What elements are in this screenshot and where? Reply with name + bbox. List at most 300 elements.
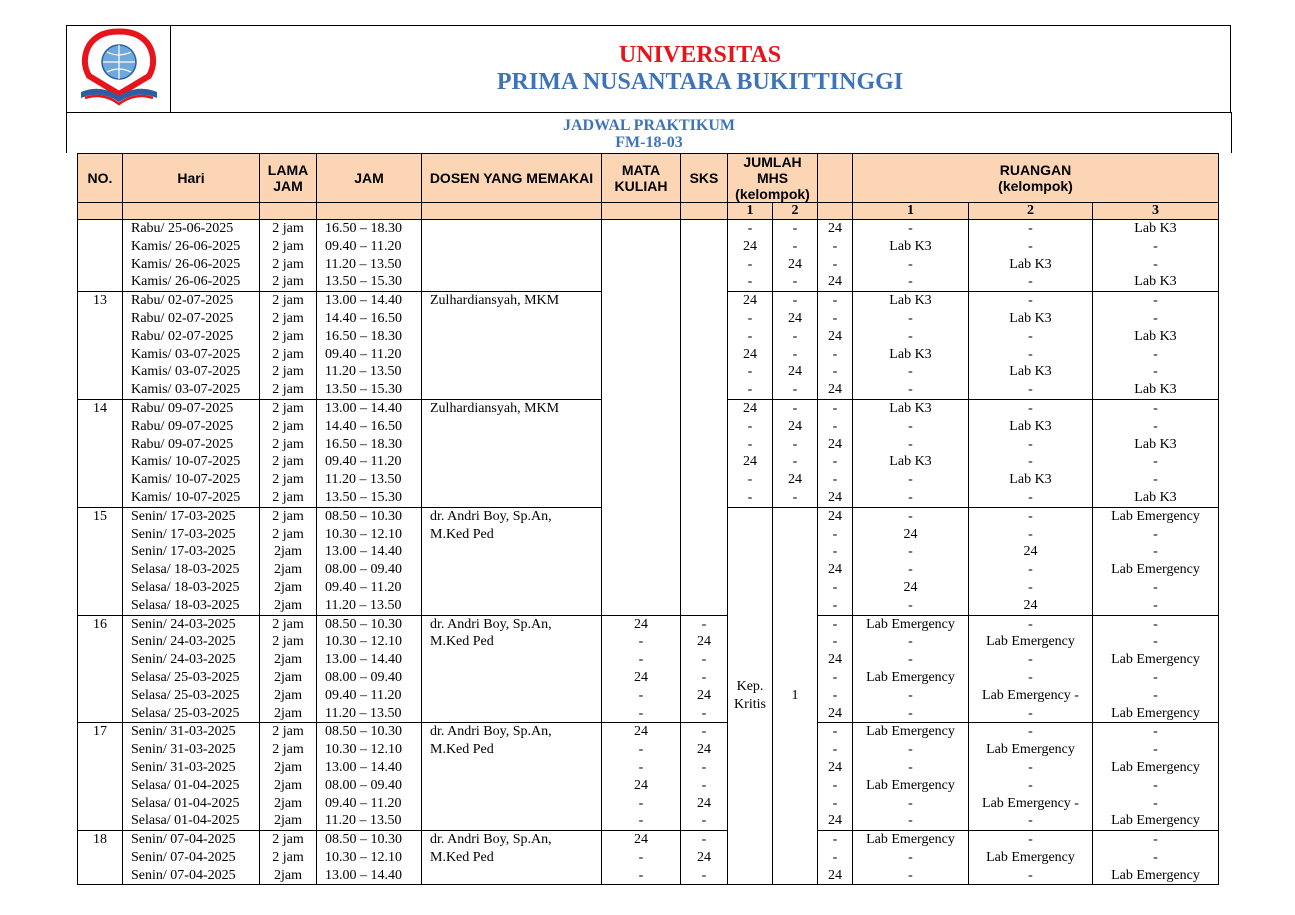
cell-r3: - (1153, 724, 1158, 740)
subheader-ruangan-3: 3 (1093, 203, 1219, 220)
cell-r3: - (1153, 293, 1158, 309)
cell-hari: Rabu/ 02-07-2025 (131, 328, 234, 344)
university-logo-icon (67, 26, 170, 112)
cell-dosen (422, 399, 602, 507)
cell-lama: 2 jam (272, 256, 304, 272)
cell-r3: - (1153, 616, 1158, 632)
cell-r2-group (969, 399, 1093, 507)
cell-lama: 2jam (274, 579, 302, 595)
cell-lama: 2 jam (272, 364, 304, 380)
cell-m2: 24 (697, 687, 711, 703)
cell-r1-group (853, 831, 969, 885)
cell-lama: 2jam (274, 652, 302, 668)
cell-lama-group (260, 723, 317, 831)
cell-m1: - (747, 364, 753, 380)
document-subtitle (66, 112, 1232, 153)
cell-r2: - (1028, 454, 1033, 470)
cell-lama: 2jam (274, 777, 302, 793)
cell-jam: 16.50 – 18.30 (325, 328, 402, 344)
cell-dosen (422, 220, 602, 292)
cell-r1: - (908, 489, 913, 505)
cell-m2: - (701, 616, 707, 632)
cell-hari: Kamis/ 10-07-2025 (131, 454, 241, 470)
cell-m1: - (638, 795, 644, 811)
cell-m1: 24 (634, 724, 648, 740)
cell-m1: - (747, 436, 753, 452)
logo-cell (67, 26, 171, 112)
cell-m2-group (773, 399, 818, 507)
cell-r2: - (1028, 489, 1033, 505)
dosen-name: Zulhardiansyah, MKM (430, 293, 560, 309)
cell-m2: - (792, 382, 798, 398)
cell-lama: 2 jam (272, 508, 304, 524)
cell-jam: 08.50 – 10.30 (325, 616, 402, 632)
cell-jam-group (317, 615, 422, 723)
cell-r2: Lab K3 (1009, 472, 1052, 488)
cell-m1-group (602, 831, 681, 885)
cell-lama: 2 jam (272, 436, 304, 452)
cell-r2: - (1028, 382, 1033, 398)
cell-r1: - (908, 687, 913, 703)
cell-jam: 11.20 – 13.50 (325, 256, 402, 272)
cell-jam: 13.00 – 14.40 (325, 544, 402, 560)
cell-m1: 24 (743, 454, 757, 470)
subheader-blank (422, 203, 602, 220)
cell-m2: 24 (903, 579, 918, 595)
cell-m2-group (773, 292, 818, 400)
cell-lama: 2jam (274, 687, 302, 703)
cell-m2: - (701, 759, 707, 775)
cell-m1: - (747, 489, 753, 505)
cell-lama: 2jam (274, 759, 302, 775)
cell-m2: - (792, 328, 798, 344)
cell-r1: Lab Emergency (866, 669, 955, 685)
cell-m3: 24 (828, 382, 842, 398)
col-dosen: DOSEN YANG MEMAKAI (422, 154, 602, 203)
cell-jam: 13.00 – 14.40 (325, 293, 402, 309)
cell-lama: 2jam (274, 867, 302, 883)
cell-r3-group (1093, 831, 1219, 885)
cell-hari-group (123, 220, 260, 292)
cell-hari: Senin/ 17-03-2025 (131, 526, 236, 542)
cell-hari-group (123, 615, 260, 723)
col-sks: SKS (681, 154, 728, 203)
cell-m2: - (908, 597, 913, 613)
cell-r3: - (1153, 742, 1158, 758)
cell-r3: - (1153, 256, 1158, 272)
cell-m3: 24 (828, 328, 842, 344)
cell-m3: - (832, 364, 838, 380)
cell-m2: - (908, 544, 913, 560)
cell-r1-group (1093, 507, 1219, 615)
cell-m1: - (747, 310, 753, 326)
cell-hari: Senin/ 31-03-2025 (131, 742, 236, 758)
cell-hari: Kamis/ 26-06-2025 (131, 238, 241, 254)
dosen-name: dr. Andri Boy, Sp.An, M.Ked Ped (430, 616, 552, 650)
cell-lama: 2jam (274, 562, 302, 578)
cell-lama: 2jam (274, 669, 302, 685)
dosen-name: dr. Andri Boy, Sp.An, M.Ked Ped (430, 832, 552, 865)
cell-hari: Senin/ 24-03-2025 (131, 634, 236, 650)
cell-m3: - (832, 832, 838, 848)
cell-r2-group (969, 220, 1093, 292)
cell-m3: - (1028, 526, 1033, 542)
cell-r3: - (1153, 849, 1158, 865)
cell-lama: 2 jam (272, 616, 304, 632)
cell-m1: - (638, 652, 644, 668)
cell-m3: - (832, 454, 838, 470)
table-row (78, 723, 1219, 831)
cell-jam: 13.00 – 14.40 (325, 759, 402, 775)
cell-m3: - (832, 418, 838, 434)
table-row (78, 615, 1219, 723)
cell-hari: Selasa/ 01-04-2025 (131, 813, 240, 829)
cell-r3: Lab Emergency (1111, 813, 1200, 829)
cell-m1: - (747, 382, 753, 398)
cell-r1: - (1153, 544, 1158, 560)
cell-m3: 24 (828, 867, 842, 883)
cell-m3: - (832, 687, 838, 703)
cell-lama: 2jam (274, 705, 302, 721)
university-line1: UNIVERSITAS (618, 42, 782, 68)
cell-r1: Lab Emergency (1111, 562, 1200, 578)
cell-no: 17 (78, 723, 123, 831)
cell-m3: 24 (828, 436, 842, 452)
cell-m1-group (728, 220, 773, 292)
col-lama-jam: LAMA JAM (260, 154, 317, 203)
cell-m1: - (638, 687, 644, 703)
cell-hari: Kamis/ 03-07-2025 (131, 364, 241, 380)
cell-jam: 13.00 – 14.40 (325, 400, 402, 416)
cell-dosen (422, 507, 602, 615)
cell-r3-group (1093, 399, 1219, 507)
dosen-name: Zulhardiansyah, MKM (430, 400, 560, 416)
cell-r1: - (908, 310, 913, 326)
subheader-blank (818, 203, 853, 220)
cell-hari-group (123, 292, 260, 400)
cell-r2: Lab Emergency (986, 849, 1075, 865)
cell-hari-group (123, 507, 260, 615)
document-header (66, 25, 1231, 113)
cell-lama: 2 jam (272, 454, 304, 470)
cell-lama: 2 jam (272, 274, 304, 290)
cell-r2-group (969, 723, 1093, 831)
cell-hari: Rabu/ 25-06-2025 (131, 221, 234, 236)
cell-r1: - (908, 652, 913, 668)
cell-lama: 2 jam (272, 724, 304, 740)
cell-jam: 11.20 – 13.50 (325, 813, 402, 829)
cell-lama: 2 jam (272, 400, 304, 416)
cell-m1: 24 (828, 508, 842, 524)
cell-m2: - (701, 652, 707, 668)
schedule-body (78, 220, 1219, 885)
cell-lama-group (260, 615, 317, 723)
cell-lama: 2 jam (272, 221, 304, 236)
cell-r3-group (1093, 723, 1219, 831)
cell-r2-group (969, 831, 1093, 885)
cell-lama: 2jam (274, 813, 302, 829)
cell-r3: Lab Emergency (1111, 867, 1200, 883)
cell-jam: 08.00 – 09.40 (325, 669, 402, 685)
cell-lama: 2 jam (272, 382, 304, 398)
cell-m3-group (969, 507, 1093, 615)
cell-m1: - (747, 221, 753, 236)
cell-jam: 08.00 – 09.40 (325, 562, 402, 578)
sks-value: 1 (791, 688, 799, 704)
cell-r3-group (1093, 615, 1219, 723)
cell-r2: - (1028, 238, 1033, 254)
cell-m2: 24 (903, 526, 918, 542)
subheader-blank (78, 203, 123, 220)
cell-lama-group (260, 831, 317, 885)
col-ruangan: RUANGAN (kelompok) (853, 154, 1219, 203)
cell-m1: - (638, 849, 644, 865)
cell-m3: - (1028, 562, 1033, 578)
cell-r2: Lab K3 (1009, 310, 1052, 326)
cell-r2: Lab Emergency - (982, 795, 1079, 811)
cell-m2: - (701, 669, 707, 685)
cell-m3: - (832, 310, 838, 326)
cell-r1: - (908, 418, 913, 434)
cell-m1-group (728, 399, 773, 507)
cell-hari: Rabu/ 02-07-2025 (131, 293, 234, 309)
cell-r3: - (1153, 777, 1158, 793)
cell-m3: 24 (828, 813, 842, 829)
cell-m2-group (681, 723, 728, 831)
cell-jam-group (317, 723, 422, 831)
cell-r1: Lab Emergency (866, 616, 955, 632)
col-hari: Hari (123, 154, 260, 203)
dosen-name: dr. Andri Boy, Sp.An, M.Ked Ped (430, 724, 552, 758)
cell-hari: Selasa/ 01-04-2025 (131, 777, 240, 793)
cell-r3: Lab Emergency (1111, 705, 1200, 721)
cell-r3: Lab Emergency (1111, 759, 1200, 775)
cell-m2: 24 (788, 256, 802, 272)
cell-lama: 2 jam (272, 634, 304, 650)
cell-hari: Senin/ 31-03-2025 (131, 724, 236, 740)
cell-hari: Selasa/ 25-03-2025 (131, 669, 240, 685)
cell-lama-group (260, 399, 317, 507)
cell-r1: Lab K3 (889, 238, 932, 254)
cell-r3-group (1093, 220, 1219, 292)
cell-m3: - (832, 669, 838, 685)
cell-r2: - (1028, 436, 1033, 452)
cell-sks (773, 507, 818, 885)
cell-hari: Selasa/ 18-03-2025 (131, 562, 240, 578)
cell-r2: - (1028, 724, 1033, 740)
cell-r3: - (1153, 832, 1158, 848)
cell-jam: 09.40 – 11.20 (325, 238, 402, 254)
cell-m2: - (792, 454, 798, 470)
cell-m2-group (773, 220, 818, 292)
cell-r3: - (1153, 687, 1158, 703)
cell-m3: - (832, 795, 838, 811)
cell-hari: Rabu/ 02-07-2025 (131, 310, 234, 326)
cell-lama: 2jam (274, 795, 302, 811)
cell-r1: - (908, 328, 913, 344)
col-jumlah-mhs: JUMLAH MHS (kelompok) (728, 154, 818, 203)
cell-m3: 24 (828, 489, 842, 505)
cell-r1: - (908, 759, 913, 775)
cell-m2: - (701, 832, 707, 848)
col-jam: JAM (317, 154, 422, 203)
cell-r1-group (853, 615, 969, 723)
cell-jam-group (317, 220, 422, 292)
cell-jam: 09.40 – 11.20 (325, 687, 402, 703)
cell-m3: 24 (828, 274, 842, 290)
cell-mata-kuliah (602, 220, 681, 616)
cell-m2: - (701, 867, 707, 883)
cell-m2-group (853, 507, 969, 615)
cell-jam-group (317, 399, 422, 507)
cell-r3: Lab K3 (1134, 489, 1177, 505)
cell-jam: 13.00 – 14.40 (325, 867, 402, 883)
cell-hari: Senin/ 17-03-2025 (131, 544, 236, 560)
cell-r2: - (1028, 867, 1033, 883)
cell-m3: - (1028, 508, 1033, 524)
cell-jam: 10.30 – 12.10 (325, 742, 402, 758)
cell-r1: Lab K3 (889, 400, 932, 416)
cell-m2: 24 (788, 418, 802, 434)
cell-m1: 24 (828, 562, 842, 578)
cell-lama-group (260, 507, 317, 615)
cell-m3-group (818, 615, 853, 723)
cell-m3: 24 (828, 652, 842, 668)
cell-m1: - (832, 579, 838, 595)
cell-r3: Lab K3 (1134, 328, 1177, 344)
cell-lama: 2 jam (272, 526, 304, 542)
cell-jam: 08.00 – 09.40 (325, 777, 402, 793)
cell-r2: - (1028, 813, 1033, 829)
cell-m3: - (832, 346, 838, 362)
cell-r2: - (1028, 777, 1033, 793)
cell-m2: 24 (697, 795, 711, 811)
cell-r3: Lab K3 (1134, 274, 1177, 290)
cell-r1: - (908, 256, 913, 272)
cell-m1-group (728, 292, 773, 400)
cell-r3: - (1153, 346, 1158, 362)
col-blank (818, 154, 853, 203)
cell-jam: 11.20 – 13.50 (325, 705, 402, 721)
cell-lama-group (260, 292, 317, 400)
cell-hari: Kamis/ 10-07-2025 (131, 489, 241, 505)
cell-hari: Kamis/ 26-06-2025 (131, 256, 241, 272)
cell-m3-group (818, 723, 853, 831)
cell-m1: - (747, 418, 753, 434)
cell-m3: - (832, 724, 838, 740)
cell-hari-group (123, 723, 260, 831)
dosen-name: dr. Andri Boy, Sp.An, M.Ked Ped (430, 508, 552, 542)
cell-r1-group (853, 220, 969, 292)
cell-r1: - (908, 634, 913, 650)
cell-lama: 2 jam (272, 832, 304, 848)
cell-hari: Selasa/ 25-03-2025 (131, 687, 240, 703)
cell-m2: 24 (788, 472, 802, 488)
cell-no: 13 (78, 292, 123, 400)
cell-jam: 13.50 – 15.30 (325, 489, 402, 505)
university-line2: PRIMA NUSANTARA BUKITTINGGI (496, 69, 904, 95)
cell-r3-group (1093, 292, 1219, 400)
cell-jam: 10.30 – 12.10 (325, 849, 402, 865)
cell-m3: - (1028, 579, 1033, 595)
cell-r1: Lab K3 (889, 293, 932, 309)
subheader-ruangan-2: 2 (969, 203, 1093, 220)
cell-m1: - (832, 544, 838, 560)
cell-m2: 24 (697, 849, 711, 865)
cell-r2: - (1028, 274, 1033, 290)
cell-m3: - (832, 742, 838, 758)
cell-m3: 24 (828, 705, 842, 721)
cell-no (78, 220, 123, 292)
cell-r1: - (908, 382, 913, 398)
cell-lama: 2jam (274, 597, 302, 613)
cell-r1: - (908, 867, 913, 883)
cell-lama: 2 jam (272, 238, 304, 254)
cell-hari-group (123, 399, 260, 507)
cell-jam: 14.40 – 16.50 (325, 310, 402, 326)
cell-m2: - (792, 489, 798, 505)
cell-r1: - (908, 813, 913, 829)
cell-r1: Lab Emergency (866, 832, 955, 848)
cell-r1: - (908, 274, 913, 290)
cell-jam: 11.20 – 13.50 (325, 472, 402, 488)
cell-lama-group (260, 220, 317, 292)
cell-m1: - (747, 256, 753, 272)
cell-hari: Senin/ 07-04-2025 (131, 867, 236, 883)
subheader-blank (123, 203, 260, 220)
cell-sks (681, 220, 728, 616)
cell-r3: - (1153, 795, 1158, 811)
cell-lama: 2jam (274, 544, 302, 560)
cell-m2: - (792, 436, 798, 452)
cell-lama: 2 jam (272, 346, 304, 362)
cell-hari: Senin/ 07-04-2025 (131, 849, 236, 865)
cell-m1-group (602, 723, 681, 831)
cell-m2: 24 (697, 742, 711, 758)
subheader-blank (681, 203, 728, 220)
cell-m3: - (832, 472, 838, 488)
cell-r2: - (1028, 759, 1033, 775)
cell-r3: - (1153, 669, 1158, 685)
cell-m2: - (701, 705, 707, 721)
cell-m2: - (792, 400, 798, 416)
cell-m3: 24 (1023, 597, 1038, 613)
cell-m3-group (818, 292, 853, 400)
cell-r2: - (1028, 346, 1033, 362)
cell-r3: - (1153, 454, 1158, 470)
cell-m1: 24 (634, 832, 648, 848)
cell-hari: Selasa/ 01-04-2025 (131, 795, 240, 811)
cell-jam: 16.50 – 18.30 (325, 436, 402, 452)
cell-no: 15 (78, 507, 123, 615)
cell-r2-group (969, 292, 1093, 400)
cell-m1: 24 (743, 238, 757, 254)
cell-hari: Kamis/ 03-07-2025 (131, 382, 241, 398)
cell-m1: - (747, 274, 753, 290)
cell-m1: 24 (743, 293, 757, 309)
subheader-blank (602, 203, 681, 220)
cell-lama: 2 jam (272, 849, 304, 865)
cell-r2: - (1028, 832, 1033, 848)
cell-m3: 24 (828, 221, 842, 236)
cell-lama: 2 jam (272, 418, 304, 434)
cell-jam: 08.50 – 10.30 (325, 724, 402, 740)
cell-m3-group (818, 220, 853, 292)
cell-m2: 24 (697, 634, 711, 650)
cell-r2: - (1028, 705, 1033, 721)
cell-r3: Lab K3 (1134, 221, 1177, 236)
cell-m2: 24 (788, 310, 802, 326)
